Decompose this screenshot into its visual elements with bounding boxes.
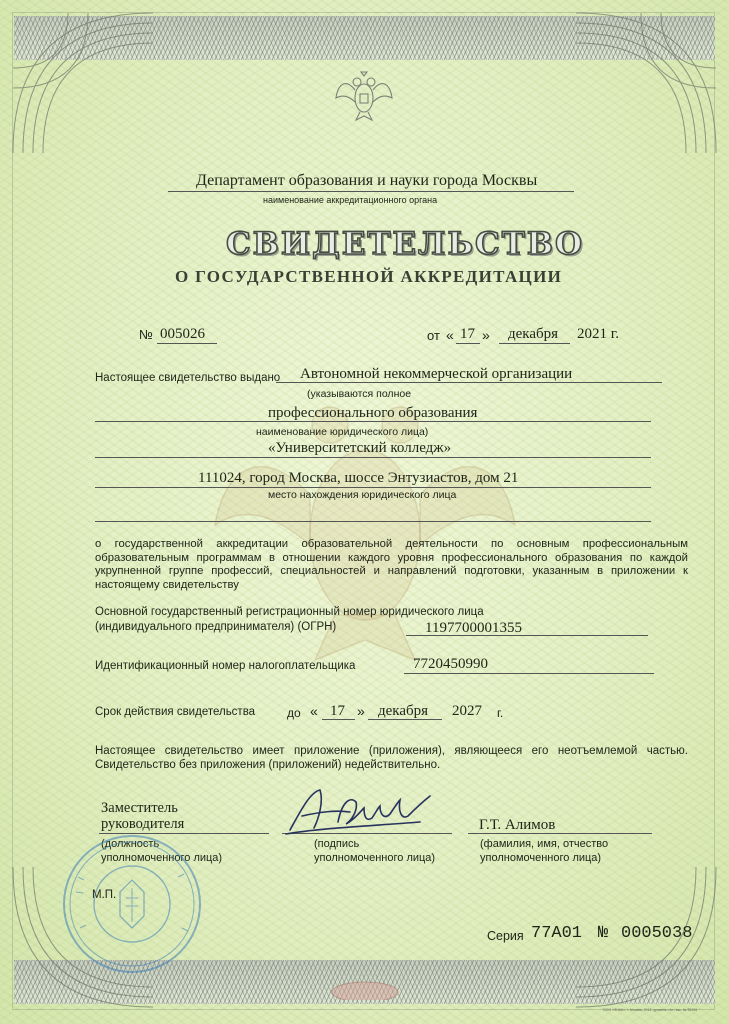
name-caption-1: (фамилия, имя, отчество (480, 838, 609, 850)
ogrn-label-1: Основной государственный регистрационный номер юридического лица (95, 606, 484, 618)
inn-label: Идентификационный номер налогоплательщика (95, 660, 356, 672)
org-line2-underline (95, 421, 651, 422)
org-hint-1: (указываются полное (307, 388, 412, 400)
issue-day-underline (456, 343, 480, 344)
signature-caption-2: уполномоченного лица) (314, 852, 436, 864)
authority-underline (168, 191, 574, 192)
bottom-center-ornament (330, 978, 400, 1000)
series-value: 77А01 (531, 924, 583, 943)
accreditation-text: о государственной аккредитации образовательной деятельности по основным профессиональным образовательным программам в отношении каждого уровня профессионального образования по каждой укрупненной группе профессий, специальностей и направлений подготовки, указанным в приложении к настоящему свидетельству (95, 538, 688, 591)
org-name-line2: профессионального образования (268, 405, 478, 421)
validity-day: 17 (330, 703, 345, 719)
signature-caption-1: (подпись (314, 838, 360, 850)
address-caption: место нахождения юридического лица (268, 489, 457, 501)
signer-position-1: Заместитель (101, 800, 178, 816)
issue-day: 17 (460, 326, 475, 342)
mp-label: М.П. (92, 889, 117, 901)
validity-month-underline (368, 719, 442, 720)
org-line1-underline (276, 382, 662, 383)
validity-quote-open: « (310, 703, 318, 719)
name-underline (468, 833, 652, 834)
official-seal-stamp (58, 832, 206, 977)
issue-month-underline (499, 343, 570, 344)
date-quote-close: » (482, 327, 490, 343)
org-hint-2: наименование юридического лица) (256, 426, 429, 438)
validity-year: 2027 (452, 703, 482, 719)
number-prefix: № (139, 327, 153, 342)
coat-of-arms-emblem (334, 70, 394, 122)
authority-caption: наименование аккредитационного органа (263, 195, 438, 205)
date-ot-label: от (427, 328, 440, 343)
authority-name: Департамент образования и науки города Москвы (196, 172, 538, 189)
certificate-subtitle: О ГОСУДАРСТВЕННОЙ АККРЕДИТАЦИИ (175, 267, 563, 286)
name-caption-2: уполномоченного лица) (480, 852, 602, 864)
org-address: 111024, город Москва, шоссе Энтузиастов, дом 21 (198, 470, 519, 486)
validity-g: г. (497, 706, 504, 720)
date-quote-open: « (446, 327, 454, 343)
appendix-text: Настоящее свидетельство имеет приложение (приложения), являющееся его неотъемлемой частью. Свидетельство без приложения (приложений) недействительно. (95, 745, 688, 771)
series-label: Серия (487, 929, 524, 943)
certificate-number: 005026 (160, 326, 205, 342)
blank-underline (95, 521, 651, 522)
signer-position-2: руководителя (101, 816, 185, 832)
validity-do: до (287, 706, 301, 720)
issue-month: декабря (508, 326, 559, 342)
series-number: 0005038 (621, 924, 693, 943)
validity-quote-close: » (357, 703, 365, 719)
corner-ornament-tl (8, 8, 158, 158)
ogrn-underline (406, 635, 648, 636)
inn-value: 7720450990 (413, 656, 488, 672)
ogrn-label-2: (индивидуального предпринимателя) (ОГРН) (95, 621, 337, 633)
validity-label: Срок действия свидетельства (95, 706, 256, 718)
corner-ornament-tr (571, 8, 721, 158)
position-caption-1: (должность (101, 838, 160, 850)
org-name-line3: «Университетский колледж» (268, 440, 452, 456)
ogrn-value: 1197700001355 (425, 620, 522, 636)
series-no-prefix: № (598, 924, 609, 943)
org-line3-underline (95, 457, 651, 458)
handwritten-signature (280, 782, 450, 842)
validity-month: декабря (378, 703, 429, 719)
number-underline (157, 343, 217, 344)
org-name-line1: Автономной некоммерческой организации (300, 366, 573, 382)
signer-name: Г.Т. Алимов (479, 817, 556, 833)
address-underline (95, 487, 651, 488)
printer-note: ООО «ЗНАК», г. Москва, 2014, уровень «А», зак. № 33106 (603, 1008, 698, 1012)
validity-day-underline (322, 719, 355, 720)
certificate-title: СВИДЕТЕЛЬСТВО (226, 226, 584, 262)
position-caption-2: уполномоченного лица) (101, 852, 223, 864)
inn-underline (404, 673, 654, 674)
issued-to-label: Настоящее свидетельство выдано (95, 372, 281, 384)
issue-year: 2021 г. (577, 326, 619, 342)
